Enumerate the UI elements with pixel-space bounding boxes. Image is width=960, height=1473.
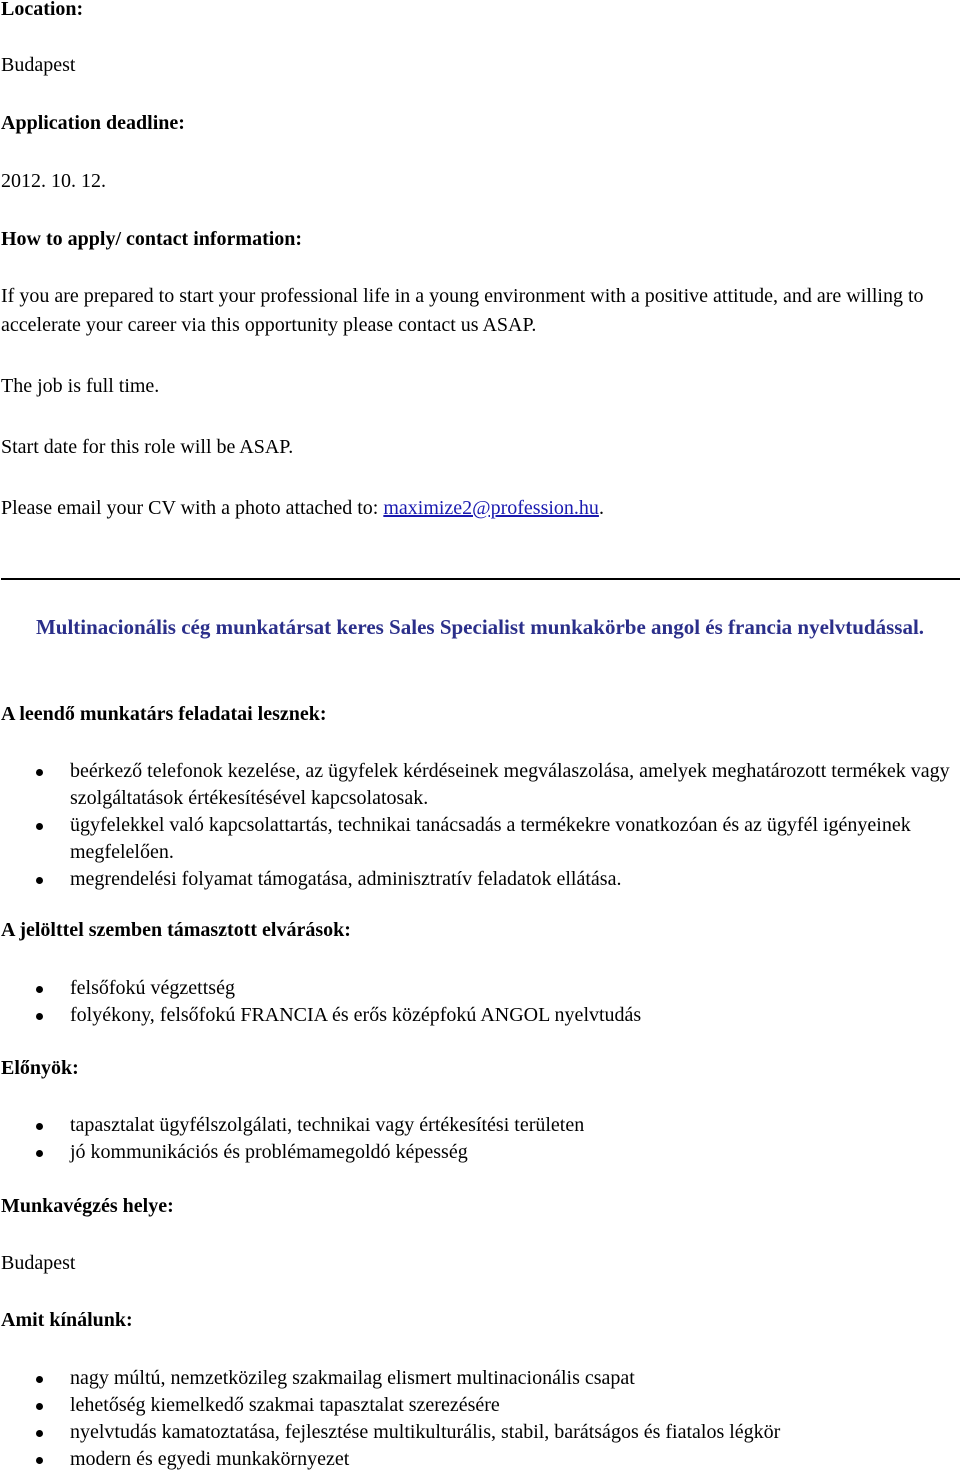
list-item — [0, 1419, 955, 1446]
contact-intro: If you are prepared to start your professional life in a young environment with a positive attitude, and are willing to accelerate your career via this opportunity please contact us ASAP. — [1, 285, 924, 336]
list-item — [0, 1139, 955, 1166]
duties-label: A leendő munkatárs feladatai lesznek: — [1, 703, 327, 725]
offer-list — [0, 1365, 955, 1473]
workplace-value: Budapest — [1, 1252, 76, 1274]
list-item — [0, 812, 955, 866]
requirements-label: A jelölttel szemben támasztott elvárások: — [1, 919, 351, 941]
deadline-label: Application deadline: — [1, 112, 185, 134]
location-value: Budapest — [1, 54, 76, 76]
duty-text: ügyfelekkel való kapcsolattartás, technikai tanácsadás a termékekre vonatkozóan és az ügyfél igényeinek megfelelően. — [70, 814, 911, 863]
advantages-label: Előnyök: — [1, 1057, 79, 1079]
offer-text: modern és egyedi munkakörnyezet — [70, 1448, 350, 1470]
email-line — [1, 495, 604, 521]
bullet-icon — [36, 769, 43, 776]
horizontal-divider — [1, 578, 960, 580]
list-item — [0, 1365, 955, 1392]
bullet-icon — [36, 1376, 43, 1383]
bullet-icon — [36, 1457, 43, 1464]
duties-list — [0, 758, 955, 893]
offer-text: nyelvtudás kamatoztatása, fejlesztése multikulturális, stabil, barátságos és fiatalos légkör — [70, 1421, 781, 1443]
bullet-icon — [36, 1013, 43, 1020]
offer-text: nagy múltú, nemzetközileg szakmailag elismert multinacionális csapat — [70, 1367, 635, 1389]
advantages-list — [0, 1112, 955, 1166]
location-label: Location: — [1, 0, 84, 20]
list-item — [0, 1002, 955, 1029]
email-prefix: Please email your CV with a photo attached to: — [1, 497, 384, 519]
advantage-text: jó kommunikációs és problémamegoldó képesség — [70, 1141, 468, 1163]
bullet-icon — [36, 1150, 43, 1157]
fulltime-text: The job is full time. — [1, 375, 160, 397]
list-item — [0, 1446, 955, 1473]
workplace-label: Munkavégzés helye: — [1, 1195, 174, 1217]
start-date-text: Start date for this role will be ASAP. — [1, 436, 294, 458]
bullet-icon — [36, 877, 43, 884]
duty-text: megrendelési folyamat támogatása, adminisztratív feladatok ellátása. — [70, 868, 622, 890]
list-item — [0, 866, 955, 893]
requirement-text: folyékony, felsőfokú FRANCIA és erős középfokú ANGOL nyelvtudás — [70, 1004, 642, 1026]
advantage-text: tapasztalat ügyfélszolgálati, technikai vagy értékesítési területen — [70, 1114, 585, 1136]
contact-label: How to apply/ contact information: — [1, 228, 303, 250]
offer-label: Amit kínálunk: — [1, 1309, 133, 1331]
requirements-list — [0, 975, 955, 1029]
bullet-icon — [36, 1430, 43, 1437]
bullet-icon — [36, 823, 43, 830]
bullet-icon — [36, 1123, 43, 1130]
bullet-icon — [36, 986, 43, 993]
deadline-value: 2012. 10. 12. — [1, 170, 106, 192]
requirement-text: felsőfokú végzettség — [70, 977, 235, 999]
bullet-icon — [36, 1403, 43, 1410]
list-item — [0, 1392, 955, 1419]
offer-text: lehetőség kiemelkedő szakmai tapasztalat szerezésére — [70, 1394, 500, 1416]
duty-text: beérkező telefonok kezelése, az ügyfelek kérdéseinek megválaszolása, amelyek meghatározott termékek vagy szolgáltatások értékesítésével kapcsolatosak. — [70, 760, 950, 809]
list-item — [0, 975, 955, 1002]
email-suffix: . — [598, 497, 604, 519]
job-title-heading: Multinacionális cég munkatársat keres Sales Specialist munkakörbe angol és francia nyelvtudással. — [35, 615, 925, 639]
email-link[interactable]: maximize2@profession.hu — [383, 497, 599, 519]
list-item — [0, 758, 955, 812]
list-item — [0, 1112, 955, 1139]
